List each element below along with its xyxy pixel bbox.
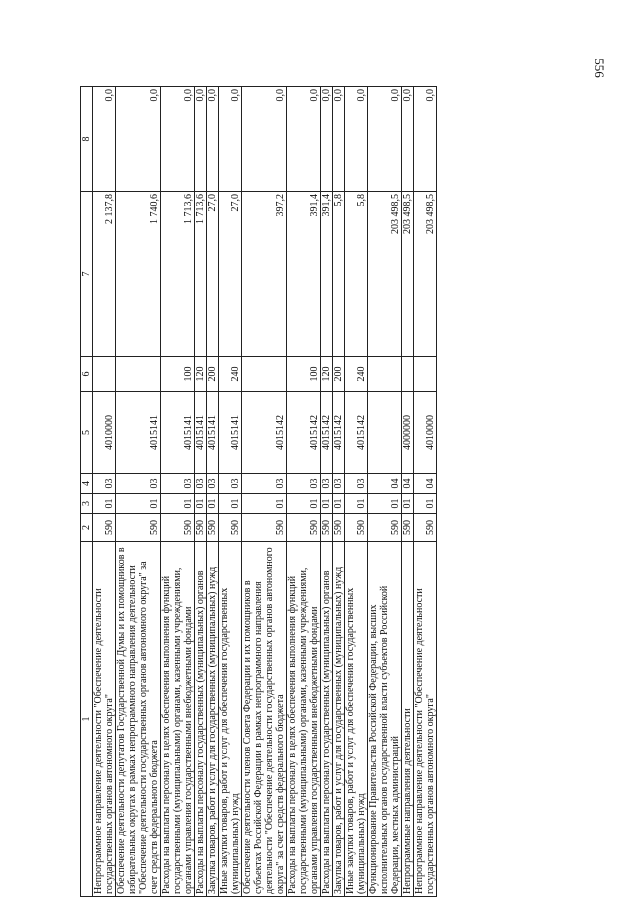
section-code-cell: 01 — [161, 494, 195, 514]
section-code-cell: 01 — [368, 494, 402, 514]
table-row — [368, 87, 402, 897]
row-name-cell: Непрограммное направление деятельности "Обеспечение деятельности государственных органов автономного округа" — [414, 542, 437, 897]
admin-code-cell: 590 — [93, 514, 116, 542]
section-code-cell: 01 — [242, 494, 287, 514]
header-cell: 5 — [81, 392, 93, 474]
admin-code-cell: 590 — [242, 514, 287, 542]
table-row — [116, 87, 161, 897]
table-row — [287, 87, 321, 897]
target-article-cell: 4015141 — [161, 392, 195, 474]
target-article-cell: 4010000 — [93, 392, 116, 474]
section-code-cell: 01 — [93, 494, 116, 514]
amount-extra-cell: 0,0 — [414, 87, 437, 192]
budget-table — [80, 86, 437, 897]
header-cell: 1 — [81, 542, 93, 897]
expense-type-cell: 120 — [195, 357, 207, 392]
amount-extra-cell: 0,0 — [93, 87, 116, 192]
admin-code-cell: 590 — [219, 514, 242, 542]
table-row — [93, 87, 116, 897]
section-code-cell: 01 — [321, 494, 333, 514]
header-cell: 2 — [81, 514, 93, 542]
row-name-cell: Расходы на выплаты персоналу в целях обеспечения выполнения функций государственными (муниципальными) органами, казенными учреждениями, органами управления государственными внебюджетными фондами — [161, 542, 195, 897]
amount-cell: 27,0 — [207, 192, 219, 357]
header-cell: 6 — [81, 357, 93, 392]
table-row — [207, 87, 219, 897]
amount-cell: 1 713,6 — [161, 192, 195, 357]
amount-cell: 27,0 — [219, 192, 242, 357]
amount-extra-cell: 0,0 — [345, 87, 368, 192]
table-row — [161, 87, 195, 897]
expense-type-cell — [242, 357, 287, 392]
table-row — [333, 87, 345, 897]
row-name-cell: Иные закупки товаров, работ и услуг для обеспечения государственных (муниципальных) нужд — [345, 542, 368, 897]
amount-cell: 5,8 — [345, 192, 368, 357]
target-article-cell: 4010000 — [414, 392, 437, 474]
subsection-code-cell: 03 — [207, 474, 219, 494]
subsection-code-cell: 03 — [321, 474, 333, 494]
admin-code-cell: 590 — [345, 514, 368, 542]
expense-type-cell: 200 — [207, 357, 219, 392]
target-article-cell: 4000000 — [402, 392, 414, 474]
amount-extra-cell: 0,0 — [242, 87, 287, 192]
amount-cell: 397,2 — [242, 192, 287, 357]
table-row — [321, 87, 333, 897]
target-article-cell: 4015142 — [333, 392, 345, 474]
subsection-code-cell: 04 — [368, 474, 402, 494]
expense-type-cell: 200 — [333, 357, 345, 392]
expense-type-cell — [368, 357, 402, 392]
amount-extra-cell: 0,0 — [116, 87, 161, 192]
table-row — [345, 87, 368, 897]
amount-cell: 203 498,5 — [414, 192, 437, 357]
row-name-cell: Закупка товаров, работ и услуг для государственных (муниципальных) нужд — [333, 542, 345, 897]
target-article-cell: 4015141 — [207, 392, 219, 474]
row-name-cell: Расходы на выплаты персоналу государственных (муниципальных) органов — [321, 542, 333, 897]
section-code-cell: 01 — [287, 494, 321, 514]
subsection-code-cell: 03 — [333, 474, 345, 494]
section-code-cell: 01 — [116, 494, 161, 514]
subsection-code-cell: 03 — [161, 474, 195, 494]
row-name-cell: Иные закупки товаров, работ и услуг для обеспечения государственных (муниципальных) нужд — [219, 542, 242, 897]
amount-extra-cell: 0,0 — [207, 87, 219, 192]
row-name-cell: Непрограммные направления деятельности — [402, 542, 414, 897]
header-cell: 3 — [81, 494, 93, 514]
target-article-cell: 4015142 — [242, 392, 287, 474]
amount-extra-cell: 0,0 — [195, 87, 207, 192]
target-article-cell: 4015141 — [116, 392, 161, 474]
amount-extra-cell: 0,0 — [368, 87, 402, 192]
row-name-cell: Расходы на выплаты персоналу в целях обеспечения выполнения функций государственными (муниципальными) органами, казенными учреждениями, органами управления государственными внебюджетными фондами — [287, 542, 321, 897]
row-name-cell: Обеспечение деятельности депутатов Государственной Думы и их помощников в избирательных округах в рамках непрограммного направления деятельности "Обеспечение деятельности государственных органов автономного округа" за счет средств федерального бюджета — [116, 542, 161, 897]
target-article-cell: 4015142 — [345, 392, 368, 474]
amount-cell: 203 498,5 — [368, 192, 402, 357]
admin-code-cell: 590 — [207, 514, 219, 542]
subsection-code-cell: 04 — [414, 474, 437, 494]
amount-extra-cell: 0,0 — [219, 87, 242, 192]
section-code-cell: 01 — [219, 494, 242, 514]
amount-cell: 391,4 — [321, 192, 333, 357]
subsection-code-cell: 03 — [242, 474, 287, 494]
rotated-table-container — [80, 87, 585, 897]
admin-code-cell: 590 — [195, 514, 207, 542]
admin-code-cell: 590 — [287, 514, 321, 542]
amount-extra-cell: 0,0 — [402, 87, 414, 192]
expense-type-cell: 100 — [287, 357, 321, 392]
amount-extra-cell: 0,0 — [161, 87, 195, 192]
section-code-cell: 01 — [333, 494, 345, 514]
amount-extra-cell: 0,0 — [321, 87, 333, 192]
expense-type-cell: 100 — [161, 357, 195, 392]
amount-cell: 1 713,6 — [195, 192, 207, 357]
table-row — [402, 87, 414, 897]
row-name-cell: Обеспечение деятельности членов Совета Федерации и их помощников в субъектах Российской Федерации в рамках непрограммного направления деятельности "Обеспечение деятельности государственных органов автономного округа" за счет средств федерального бюджета — [242, 542, 287, 897]
amount-extra-cell: 0,0 — [333, 87, 345, 192]
expense-type-cell: 120 — [321, 357, 333, 392]
expense-type-cell: 240 — [219, 357, 242, 392]
section-code-cell: 01 — [195, 494, 207, 514]
admin-code-cell: 590 — [414, 514, 437, 542]
admin-code-cell: 590 — [368, 514, 402, 542]
expense-type-cell — [93, 357, 116, 392]
table-row — [219, 87, 242, 897]
admin-code-cell: 590 — [333, 514, 345, 542]
admin-code-cell: 590 — [116, 514, 161, 542]
page-number: 556 — [591, 58, 607, 78]
amount-cell: 2 137,8 — [93, 192, 116, 357]
subsection-code-cell: 03 — [93, 474, 116, 494]
section-code-cell: 01 — [414, 494, 437, 514]
target-article-cell: 4015141 — [195, 392, 207, 474]
table-row — [242, 87, 287, 897]
target-article-cell: 4015141 — [219, 392, 242, 474]
admin-code-cell: 590 — [321, 514, 333, 542]
row-name-cell: Непрограммное направление деятельности "Обеспечение деятельности государственных органов автономного округа" — [93, 542, 116, 897]
subsection-code-cell: 03 — [116, 474, 161, 494]
row-name-cell: Закупка товаров, работ и услуг для государственных (муниципальных) нужд — [207, 542, 219, 897]
expense-type-cell — [414, 357, 437, 392]
header-cell: 4 — [81, 474, 93, 494]
section-code-cell: 01 — [402, 494, 414, 514]
header-cell: 7 — [81, 192, 93, 357]
amount-extra-cell: 0,0 — [287, 87, 321, 192]
amount-cell: 5,8 — [333, 192, 345, 357]
header-row — [81, 87, 93, 897]
target-article-cell: 4015142 — [287, 392, 321, 474]
subsection-code-cell: 04 — [402, 474, 414, 494]
expense-type-cell: 240 — [345, 357, 368, 392]
section-code-cell: 01 — [207, 494, 219, 514]
expense-type-cell — [116, 357, 161, 392]
row-name-cell: Расходы на выплаты персоналу государственных (муниципальных) органов — [195, 542, 207, 897]
table-row — [414, 87, 437, 897]
row-name-cell: Функционирование Правительства Российской Федерации, высших исполнительных органов государственной власти субъектов Российской Федерации, местных администраций — [368, 542, 402, 897]
subsection-code-cell: 03 — [219, 474, 242, 494]
subsection-code-cell: 03 — [287, 474, 321, 494]
target-article-cell — [368, 392, 402, 474]
subsection-code-cell: 03 — [345, 474, 368, 494]
amount-cell: 203 498,5 — [402, 192, 414, 357]
admin-code-cell: 590 — [402, 514, 414, 542]
expense-type-cell — [402, 357, 414, 392]
target-article-cell: 4015142 — [321, 392, 333, 474]
subsection-code-cell: 03 — [195, 474, 207, 494]
header-cell: 8 — [81, 87, 93, 192]
amount-cell: 1 740,6 — [116, 192, 161, 357]
section-code-cell: 01 — [345, 494, 368, 514]
table-row — [195, 87, 207, 897]
amount-cell: 391,4 — [287, 192, 321, 357]
admin-code-cell: 590 — [161, 514, 195, 542]
